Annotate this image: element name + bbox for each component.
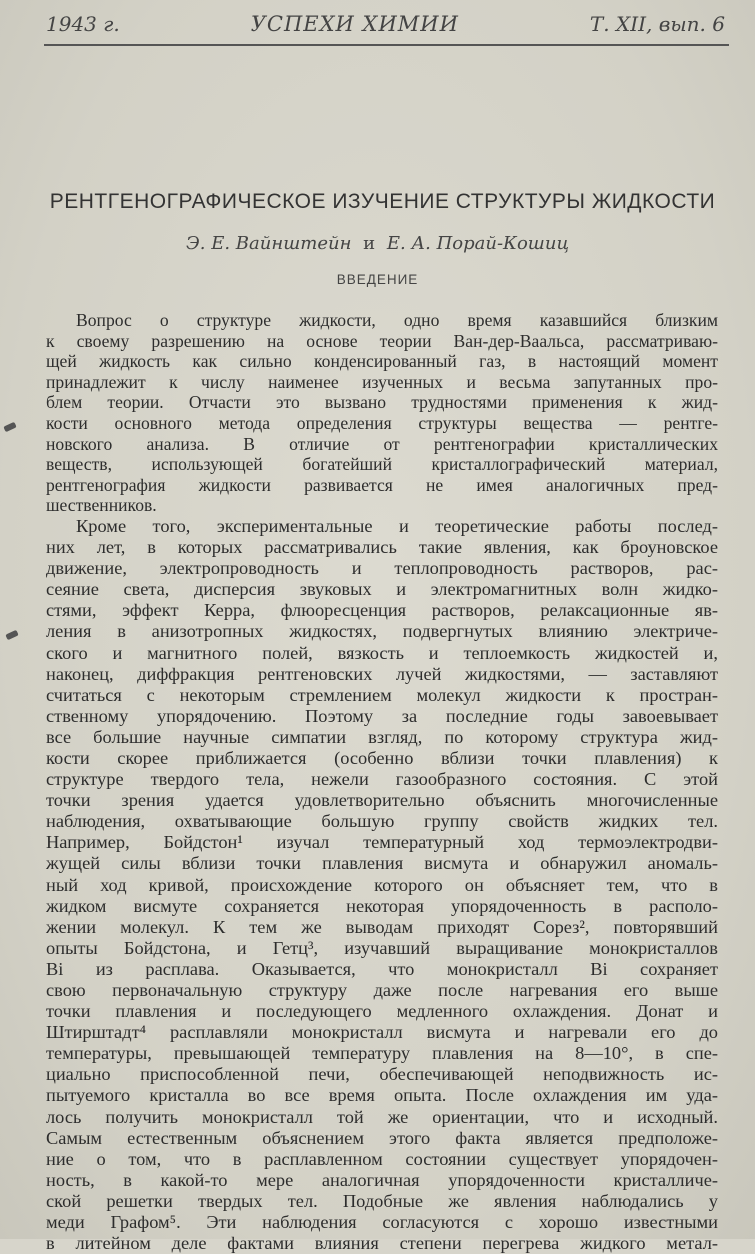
text-line: жении молекул. К тем же выводам приходят Сорез², повторявший <box>46 916 718 937</box>
text-line: жущей силы вблизи точки плавления висмута и обнаружил аномаль- <box>46 853 718 874</box>
text-line: к своему разрешению на основе теории Ван-дер-Ваальса, рассматриваю- <box>46 330 718 351</box>
author-1: Э. Е. Вайнштейн <box>186 233 352 254</box>
text-line: Штирштадт⁴ расплавляли монокристалл висмута и нагревали его до <box>46 1022 718 1043</box>
text-line: принадлежит к числу наименее изученных и весьма запутанных про- <box>46 371 718 392</box>
text-line: сеяние света, дисперсия звуковых и электромагнитных волн жидко- <box>46 579 718 600</box>
text-line: ственному упорядочению. Поэтому за последние годы завоевывает <box>46 705 718 726</box>
text-line: кости основного метода определения структуры вещества — рентге- <box>46 412 718 433</box>
margin-binding-mark <box>3 422 16 433</box>
text-line: считаться с некоторым стремлением молекул жидкости к простран- <box>46 684 718 705</box>
author-2: Е. А. Порай-Кошиц <box>386 233 569 254</box>
text-line: ской решетки твердых тел. Подобные же явления наблюдались у <box>46 1190 718 1211</box>
text-line: наконец, диффракция рентгеновских лучей жидкостями, — заставляют <box>46 663 718 684</box>
paragraph-2 <box>46 516 718 1254</box>
text-line: блем теории. Отчасти это вызвано трудностями применения к жид- <box>46 392 718 413</box>
section-heading: ВВЕДЕНИЕ <box>336 272 419 287</box>
text-line: в литейном деле фактами влияния степени перегрева жидкого метал- <box>46 1233 718 1254</box>
margin-binding-mark <box>5 630 18 641</box>
text-line: структуре твердого тела, нежели газообразного состояния. С этой <box>46 769 718 790</box>
article-title: РЕНТГЕНОГРАФИЧЕСКОЕ ИЗУЧЕНИЕ СТРУКТУРЫ ЖИДКОСТИ <box>49 190 716 213</box>
text-line: щей жидкость как сильно конденсированный газ, в настоящий момент <box>46 351 718 372</box>
article-body <box>46 310 718 1254</box>
header-volume: Т. XII, вып. 6 <box>589 12 725 36</box>
text-line: все большие научные симпатии взгляд, по которому структура жид- <box>46 726 718 747</box>
text-line: Bi из расплава. Оказывается, что монокристалл Bi сохраняет <box>46 958 718 979</box>
text-line: ние о том, что в расплавленном состоянии существует упорядочен- <box>46 1148 718 1169</box>
text-line: стями, эффект Керра, флюоресценция растворов, релаксационные яв- <box>46 600 718 621</box>
paragraph-1 <box>46 310 718 516</box>
text-line: Самым естественным объяснением этого факта является предположе- <box>46 1127 718 1148</box>
text-line: пытуемого кристалла во все время опыта. После охлаждения им уда- <box>46 1085 718 1106</box>
text-line: ность, в какой-то мере аналогичная упорядоченности кристалличе- <box>46 1169 718 1190</box>
text-line: них лет, в которых рассматривались такие явления, как броуновское <box>46 537 718 558</box>
text-line: наблюдения, охватывающие большую группу свойств жидких тел. <box>46 811 718 832</box>
text-line: ный ход кривой, происхождение которого он объясняет тем, что в <box>46 874 718 895</box>
text-line: точки зрения удается удовлетворительно объяснить многочисленные <box>46 790 718 811</box>
text-line: опыты Бойдстона, и Гетц³, изучавший выращивание монокристаллов <box>46 937 718 958</box>
text-line: лось получить монокристалл той же ориентации, что и исходный. <box>46 1106 718 1127</box>
text-line: точки плавления и последующего медленного охлаждения. Донат и <box>46 1001 718 1022</box>
header-year: 1943 г. <box>46 12 120 36</box>
text-line: Вопрос о структуре жидкости, одно время казавшийся близким <box>76 310 718 330</box>
text-line: свою первоначальную структуру даже после нагревания его выше <box>46 980 718 1000</box>
article-authors <box>0 233 755 254</box>
text-line: движение, электропроводность и теплопроводность растворов, рас- <box>46 558 718 579</box>
header-journal-title: УСПЕХИ ХИМИИ <box>250 12 459 36</box>
header-rule <box>44 44 729 46</box>
text-line: меди Графом⁵. Эти наблюдения согласуются с хорошо известными <box>46 1212 718 1233</box>
text-line: Например, Бойдстон¹ изучал температурный ход термоэлектродви- <box>46 832 718 853</box>
text-line: новского анализа. В отличие от рентгенографии кристаллических <box>46 433 718 454</box>
running-header <box>46 12 725 36</box>
text-line: ления в анизотропных жидкостях, подвергнутых влиянию электриче- <box>46 621 718 642</box>
text-line: кости скорее приближается (особенно вблизи точки плавления) к <box>46 747 718 768</box>
text-line: циально приспособленной печи, обеспечивающей неподвижность ис- <box>46 1064 718 1085</box>
text-line: Кроме того, экспериментальные и теоретические работы послед- <box>76 515 718 536</box>
text-line: шественников. <box>46 495 157 516</box>
text-line: веществ, использующей богатейший кристаллографический материал, <box>46 454 718 475</box>
text-line: температуры, превышающей температуру плавления на 8—10°, в спе- <box>46 1043 718 1064</box>
text-line: жидком висмуте сохраняется некоторая упорядоченность в располо- <box>46 895 718 916</box>
text-line: рентгенография жидкости развивается не имея аналогичных пред- <box>46 474 718 495</box>
text-line: ского и магнитного полей, вязкость и теплоемкость жидкостей и, <box>46 642 718 663</box>
author-conjunction: и <box>363 233 376 254</box>
